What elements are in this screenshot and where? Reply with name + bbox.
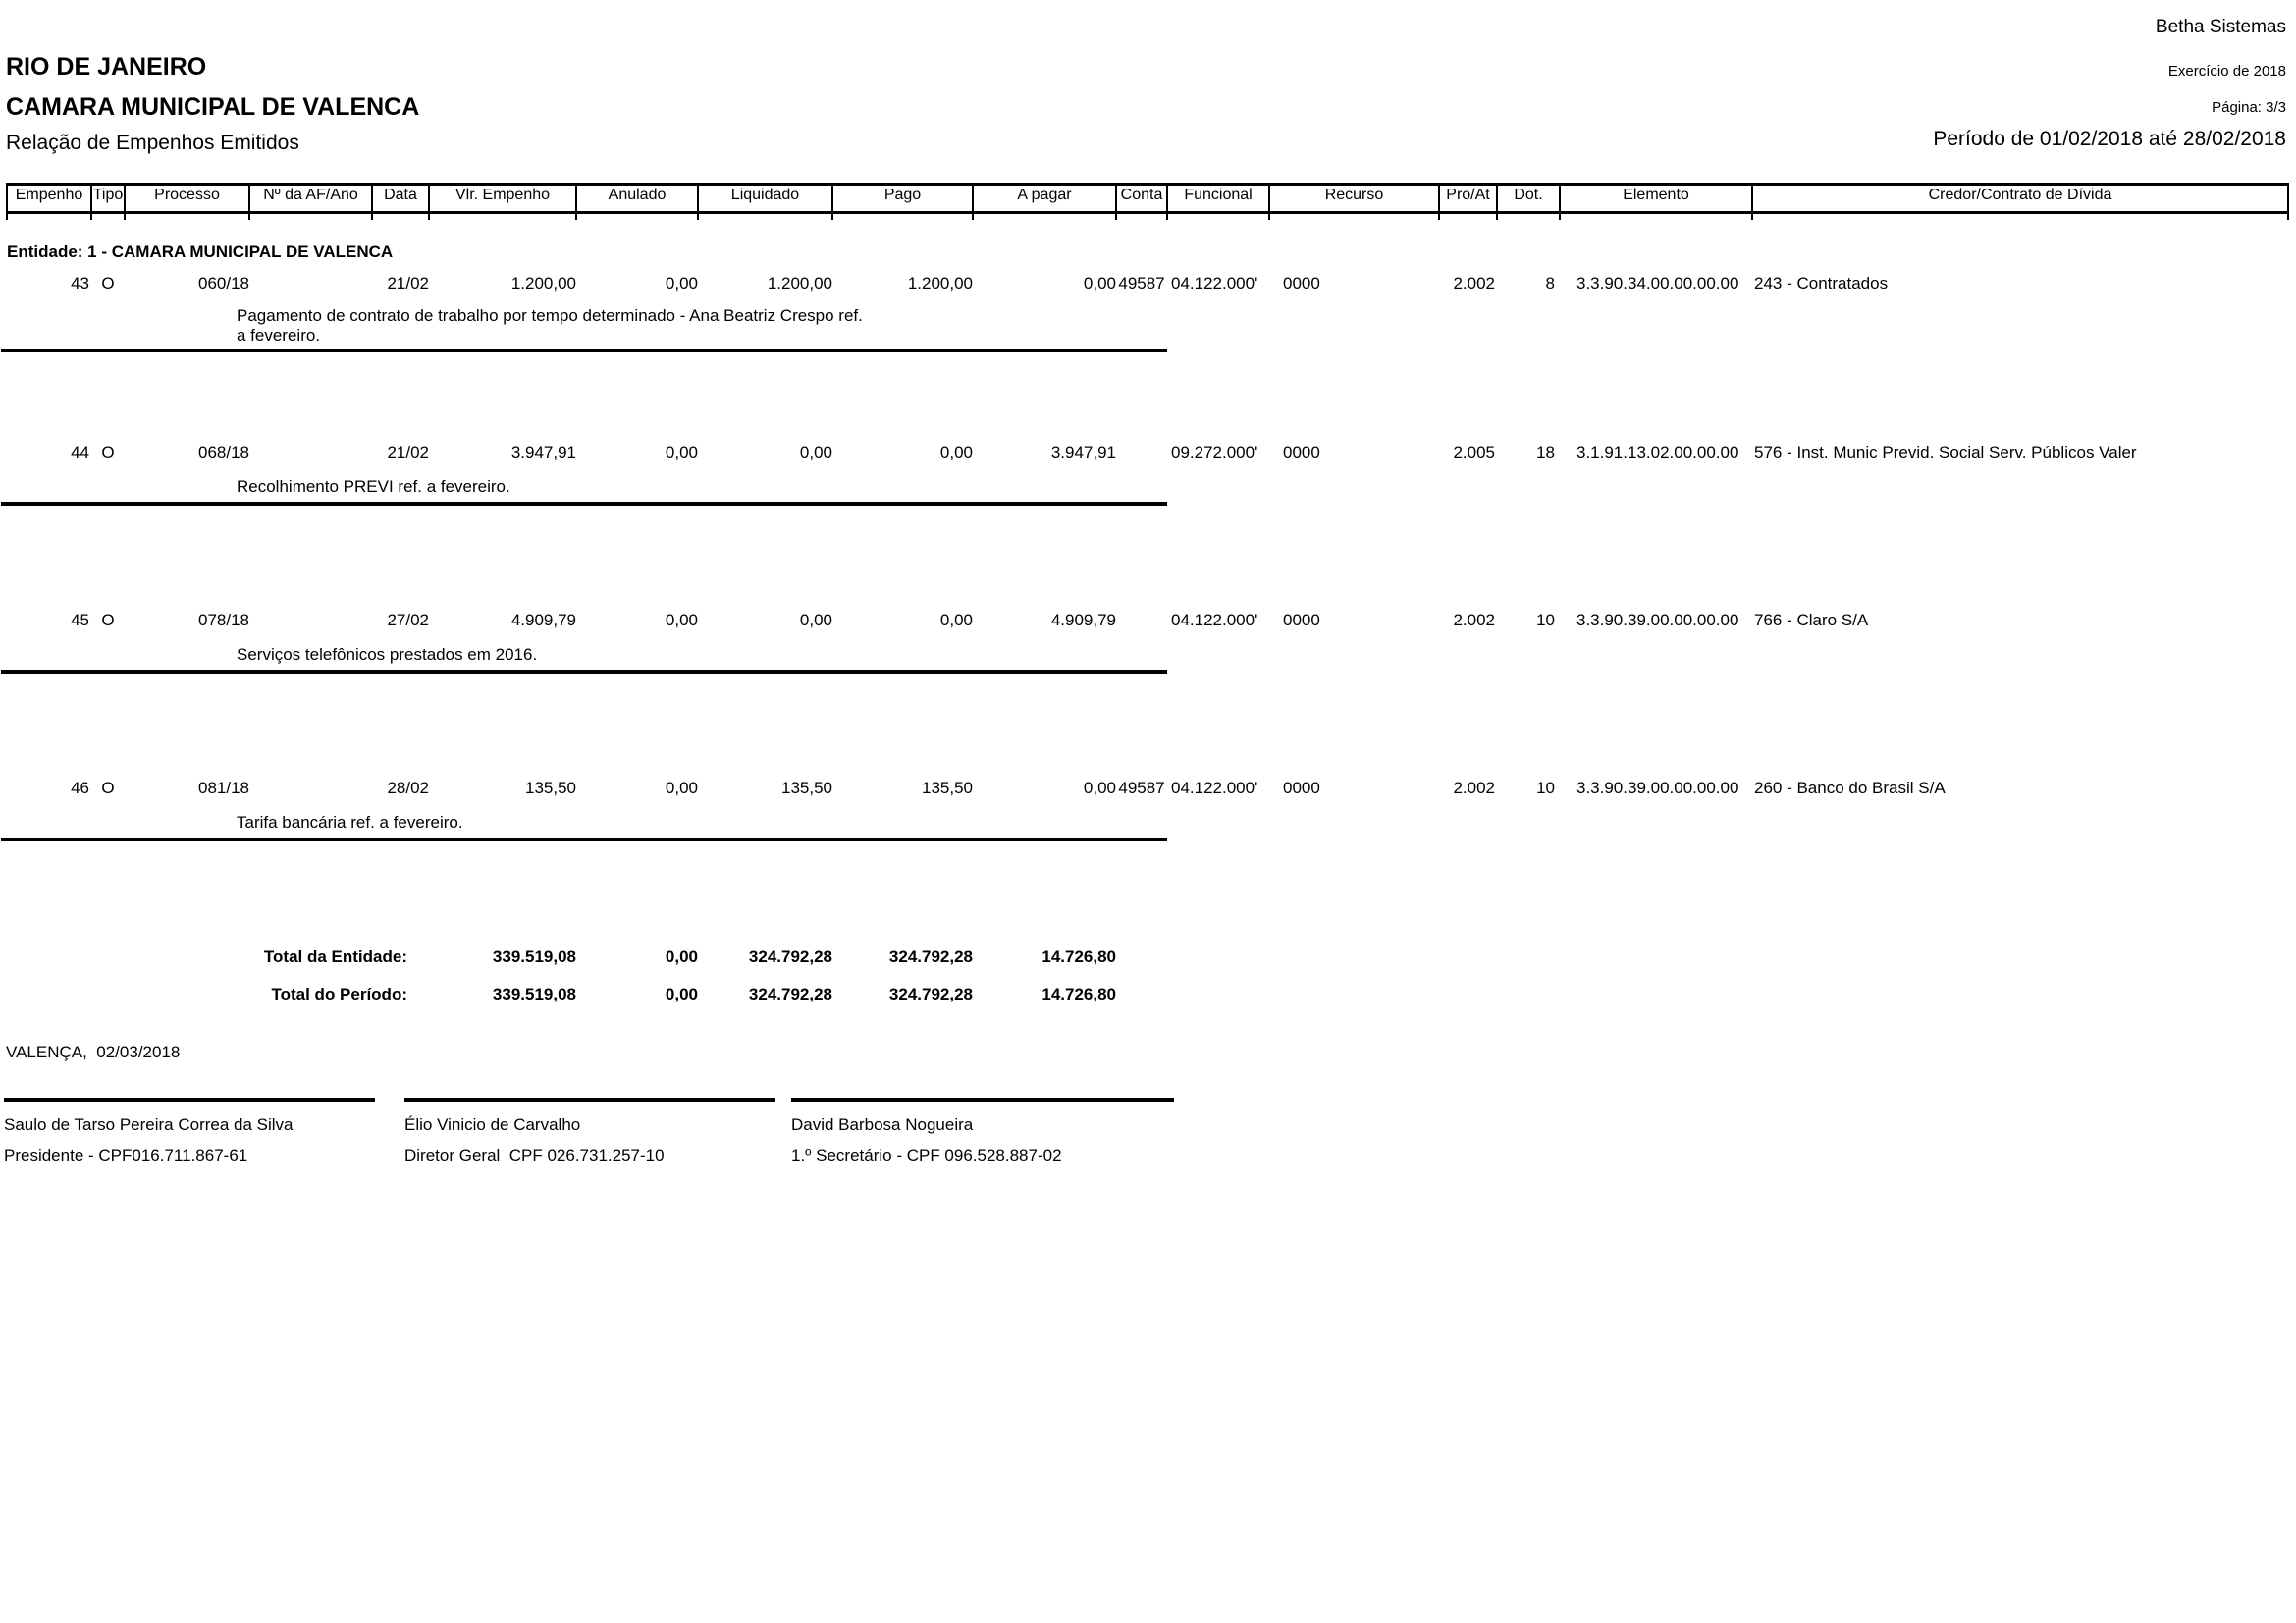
cell-anulado: 0,00 xyxy=(665,274,698,293)
entity-title: CAMARA MUNICIPAL DE VALENCA xyxy=(6,93,420,121)
total-entidade-label: Total da Entidade: xyxy=(263,947,407,966)
total-a-pagar: 14.726,80 xyxy=(1041,947,1116,966)
cell-data: 21/02 xyxy=(387,274,429,293)
signature-role: 1.º Secretário - CPF 096.528.887-02 xyxy=(791,1146,1062,1164)
total-liquidado: 324.792,28 xyxy=(748,947,832,966)
row-description xyxy=(7,293,2288,346)
cell-data: 21/02 xyxy=(387,443,429,461)
empenhos-table xyxy=(6,183,2289,1003)
spacer-row xyxy=(7,841,2288,948)
cell-empenho: 43 xyxy=(71,274,89,293)
cell-funcional: 04.122.000' xyxy=(1171,611,1258,629)
entity-header: Entidade: 1 - CAMARA MUNICIPAL DE VALENCA xyxy=(7,243,394,261)
col-header-recurso: Recurso xyxy=(1269,185,1439,213)
signature-line xyxy=(4,1098,375,1102)
cell-a-pagar: 0,00 xyxy=(1083,274,1116,293)
cell-liquidado: 1.200,00 xyxy=(767,274,832,293)
col-header-conta: Conta xyxy=(1116,185,1167,213)
cell-empenho: 44 xyxy=(71,443,89,461)
empenho-descricao: Tarifa bancária ref. a fevereiro. xyxy=(237,813,463,832)
cell-tipo: O xyxy=(101,611,115,629)
col-header-data: Data xyxy=(372,185,429,213)
empenho-descricao: Pagamento de contrato de trabalho por tempo determinado - Ana Beatriz Crespo ref. a fevereiro. xyxy=(237,306,863,345)
cell-pago: 1.200,00 xyxy=(907,274,973,293)
signature-name: David Barbosa Nogueira xyxy=(791,1115,974,1134)
total-vlr-empenho: 339.519,08 xyxy=(492,985,576,1003)
cell-processo: 068/18 xyxy=(198,443,249,461)
col-header-elemento: Elemento xyxy=(1560,185,1752,213)
col-header-dot: Dot. xyxy=(1497,185,1560,213)
total-a-pagar: 14.726,80 xyxy=(1041,985,1116,1003)
cell-tipo: O xyxy=(101,779,115,797)
total-periodo-label: Total do Período: xyxy=(271,985,407,1003)
cell-anulado: 0,00 xyxy=(665,443,698,461)
cell-pago: 0,00 xyxy=(939,611,973,629)
cell-vlr-empenho: 1.200,00 xyxy=(510,274,576,293)
total-pago: 324.792,28 xyxy=(888,947,973,966)
total-periodo-row xyxy=(7,966,2288,1003)
cell-a-pagar: 3.947,91 xyxy=(1050,443,1116,461)
cell-a-pagar: 4.909,79 xyxy=(1050,611,1116,629)
spacer-row xyxy=(7,674,2288,779)
signature-block-secretario xyxy=(791,1098,1174,1165)
row-separator xyxy=(7,346,2288,352)
row-separator xyxy=(7,497,2288,506)
col-header-empenho: Empenho xyxy=(7,185,91,213)
signature-block-diretor-geral xyxy=(404,1098,775,1165)
col-header-funcional: Funcional xyxy=(1167,185,1269,213)
table-row xyxy=(7,443,2288,461)
cell-pro-at: 2.005 xyxy=(1453,443,1495,461)
cell-processo: 081/18 xyxy=(198,779,249,797)
signature-line xyxy=(791,1098,1174,1102)
cell-recurso: 0000 xyxy=(1283,274,1320,293)
cell-credor: 243 - Contratados xyxy=(1754,274,1889,293)
cell-tipo: O xyxy=(101,274,115,293)
period-label: Período de 01/02/2018 até 28/02/2018 xyxy=(1933,128,2286,150)
cell-processo: 060/18 xyxy=(198,274,249,293)
total-liquidado: 324.792,28 xyxy=(748,985,832,1003)
cell-pago: 0,00 xyxy=(939,443,973,461)
cell-dot: 8 xyxy=(1545,274,1555,293)
col-header-credor: Credor/Contrato de Dívida xyxy=(1752,185,2288,213)
cell-pro-at: 2.002 xyxy=(1453,274,1495,293)
signature-name: Élio Vinicio de Carvalho xyxy=(404,1115,581,1134)
cell-liquidado: 0,00 xyxy=(799,443,832,461)
row-description xyxy=(7,461,2288,497)
cell-recurso: 0000 xyxy=(1283,779,1320,797)
cell-processo: 078/18 xyxy=(198,611,249,629)
cell-conta xyxy=(1116,611,1167,629)
col-header-tipo: Tipo xyxy=(91,185,125,213)
cell-credor: 766 - Claro S/A xyxy=(1754,611,1869,629)
cell-conta: 49587 xyxy=(1118,274,1165,293)
cell-vlr-empenho: 4.909,79 xyxy=(510,611,576,629)
cell-dot: 10 xyxy=(1536,779,1555,797)
cell-af-ano xyxy=(249,443,372,461)
cell-anulado: 0,00 xyxy=(665,779,698,797)
row-separator xyxy=(7,833,2288,841)
cell-dot: 18 xyxy=(1536,443,1555,461)
cell-recurso: 0000 xyxy=(1283,611,1320,629)
cell-dot: 10 xyxy=(1536,611,1555,629)
header-tick-marks xyxy=(7,213,2288,221)
col-header-pago: Pago xyxy=(832,185,973,213)
cell-empenho: 46 xyxy=(71,779,89,797)
cell-anulado: 0,00 xyxy=(665,611,698,629)
table-row xyxy=(7,611,2288,629)
state-title: RIO DE JANEIRO xyxy=(6,53,207,81)
signature-role: Presidente - CPF016.711.867-61 xyxy=(4,1146,248,1164)
cell-vlr-empenho: 3.947,91 xyxy=(510,443,576,461)
vendor-name: Betha Sistemas xyxy=(2155,17,2286,37)
cell-a-pagar: 0,00 xyxy=(1083,779,1116,797)
total-entidade-row xyxy=(7,948,2288,966)
cell-af-ano xyxy=(249,611,372,629)
cell-liquidado: 0,00 xyxy=(799,611,832,629)
col-header-pro-at: Pro/At xyxy=(1439,185,1497,213)
cell-af-ano xyxy=(249,779,372,797)
cell-conta: 49587 xyxy=(1118,779,1165,797)
empenho-descricao: Recolhimento PREVI ref. a fevereiro. xyxy=(237,477,510,496)
cell-funcional: 04.122.000' xyxy=(1171,779,1258,797)
row-separator xyxy=(7,665,2288,674)
table-row xyxy=(7,261,2288,293)
col-header-a-pagar: A pagar xyxy=(973,185,1116,213)
row-description xyxy=(7,629,2288,665)
cell-data: 28/02 xyxy=(387,779,429,797)
col-header-liquidado: Liquidado xyxy=(698,185,832,213)
cell-funcional: 09.272.000' xyxy=(1171,443,1258,461)
cell-credor: 576 - Inst. Munic Previd. Social Serv. Públicos Valer xyxy=(1754,443,2137,461)
cell-elemento: 3.1.91.13.02.00.00.00 xyxy=(1576,443,1739,461)
cell-pro-at: 2.002 xyxy=(1453,611,1495,629)
signature-block-presidente xyxy=(4,1098,375,1165)
cell-elemento: 3.3.90.39.00.00.00.00 xyxy=(1576,779,1739,797)
table-row xyxy=(7,779,2288,797)
col-header-af-ano: Nº da AF/Ano xyxy=(249,185,372,213)
row-description xyxy=(7,797,2288,833)
col-header-anulado: Anulado xyxy=(576,185,698,213)
cell-funcional: 04.122.000' xyxy=(1171,274,1258,293)
spacer-row xyxy=(7,352,2288,443)
cell-credor: 260 - Banco do Brasil S/A xyxy=(1754,779,1946,797)
cell-vlr-empenho: 135,50 xyxy=(525,779,576,797)
signature-role: Diretor Geral CPF 026.731.257-10 xyxy=(404,1146,665,1164)
cell-recurso: 0000 xyxy=(1283,443,1320,461)
signature-name: Saulo de Tarso Pereira Correa da Silva xyxy=(4,1115,294,1134)
total-pago: 324.792,28 xyxy=(888,985,973,1003)
exercise-label: Exercício de 2018 xyxy=(2167,63,2286,80)
total-anulado: 0,00 xyxy=(665,985,698,1003)
cell-empenho: 45 xyxy=(71,611,89,629)
cell-tipo: O xyxy=(101,443,115,461)
cell-data: 27/02 xyxy=(387,611,429,629)
cell-conta xyxy=(1116,443,1167,461)
total-vlr-empenho: 339.519,08 xyxy=(492,947,576,966)
table-header-row xyxy=(7,185,2288,213)
col-header-processo: Processo xyxy=(125,185,249,213)
cell-pro-at: 2.002 xyxy=(1453,779,1495,797)
report-title: Relação de Empenhos Emitidos xyxy=(6,132,299,154)
entity-header-row xyxy=(7,220,2288,261)
total-anulado: 0,00 xyxy=(665,947,698,966)
signature-line xyxy=(404,1098,775,1102)
spacer-row xyxy=(7,506,2288,611)
place-and-date: VALENÇA, 02/03/2018 xyxy=(6,1043,181,1061)
empenho-descricao: Serviços telefônicos prestados em 2016. xyxy=(237,645,538,664)
col-header-vlr-empenho: Vlr. Empenho xyxy=(429,185,576,213)
cell-liquidado: 135,50 xyxy=(781,779,832,797)
page-number: Página: 3/3 xyxy=(2212,99,2286,116)
cell-elemento: 3.3.90.34.00.00.00.00 xyxy=(1576,274,1739,293)
cell-elemento: 3.3.90.39.00.00.00.00 xyxy=(1576,611,1739,629)
cell-af-ano xyxy=(249,261,372,293)
cell-pago: 135,50 xyxy=(922,779,973,797)
